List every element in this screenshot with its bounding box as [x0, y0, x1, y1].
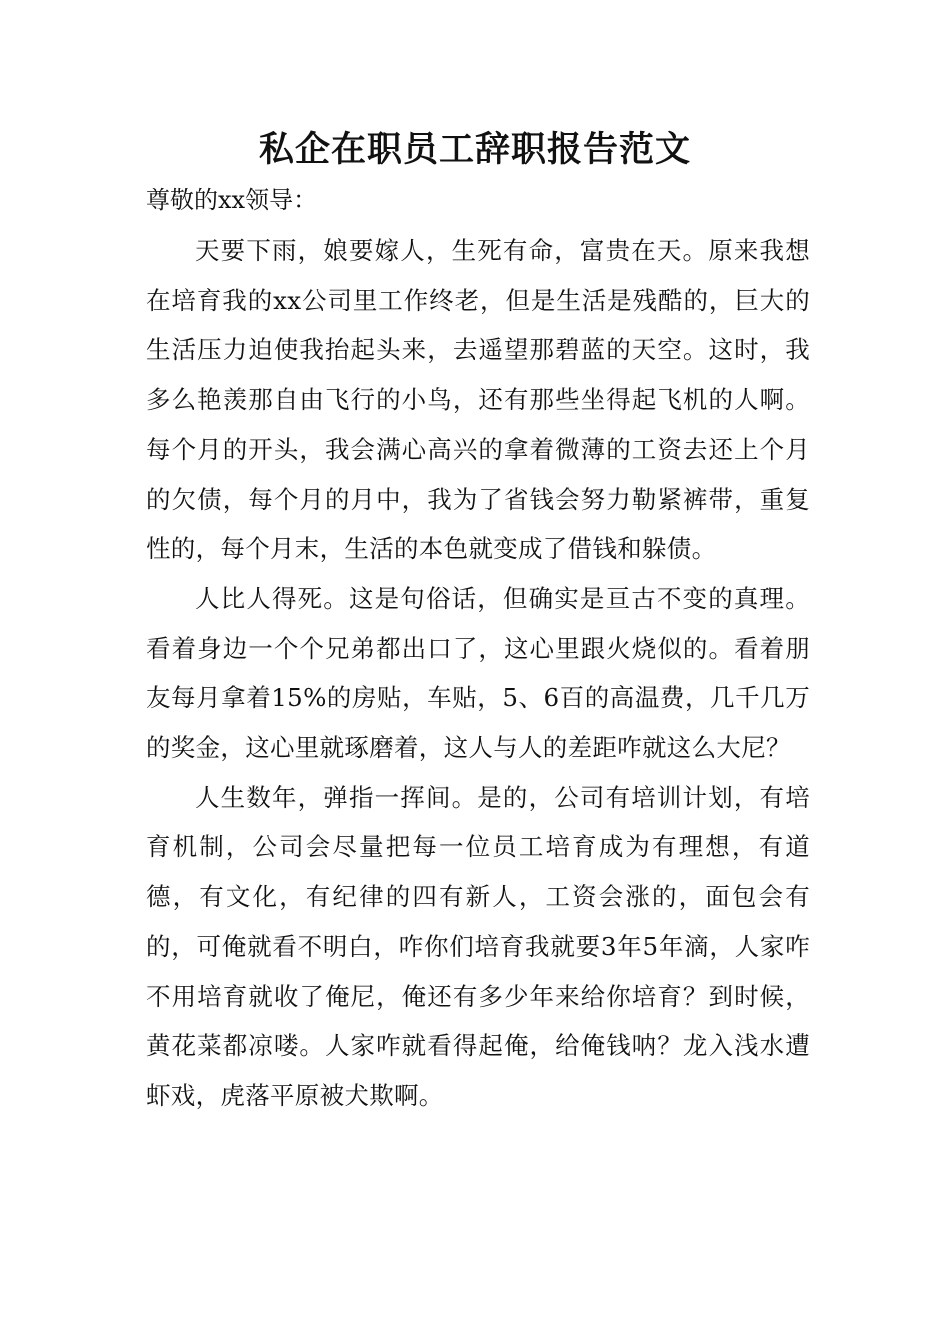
paragraph-2: 人比人得死。这是句俗话，但确实是亘古不变的真理。看着身边一个个兄弟都出口了，这心里跟火烧似的。看着朋友每月拿着15%的房贴，车贴，5、6百的高温费，几千几万的奖金，这心里就琢磨着，这人与人的差距咋就这么大尼？	[146, 583, 810, 763]
salutation: 尊敬的xx领导：	[146, 186, 318, 214]
document-title: 私企在职员工辞职报告范文	[258, 129, 691, 170]
paragraph-3: 人生数年，弹指一挥间。是的，公司有培训计划，有培育机制，公司会尽量把每一位员工培育成为有理想，有道德，有文化，有纪律的四有新人，工资会涨的，面包会有的，可俺就看不明白，咋你们培育我就要3年5年滴，人家咋不用培育就收了俺尼，俺还有多少年来给你培育？到时候，黄花菜都凉喽。人家咋就看得起俺，给俺钱呐？龙入浅水遭虾戏，虎落平原被犬欺啊。	[146, 782, 810, 1110]
document-body	[146, 226, 810, 1121]
paragraph-1: 天要下雨，娘要嫁人，生死有命，富贵在天。原来我想在培育我的xx公司里工作终老，但是生活是残酷的，巨大的生活压力迫使我抬起头来，去遥望那碧蓝的天空。这时，我多么艳羡那自由飞行的小鸟，还有那些坐得起飞机的人啊。每个月的开头，我会满心高兴的拿着微薄的工资去还上个月的欠债，每个月的月中，我为了省钱会努力勒紧裤带，重复性的，每个月末，生活的本色就变成了借钱和躲债。	[146, 236, 810, 564]
